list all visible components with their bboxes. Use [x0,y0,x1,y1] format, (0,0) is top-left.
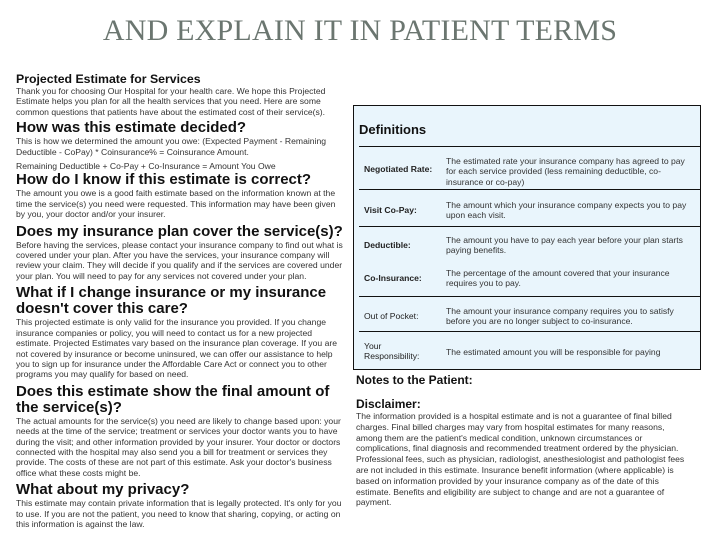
disclaimer-heading: Disclaimer: [356,397,421,411]
definition-row [359,260,700,297]
section-heading: Does this estimate show the final amount of the service(s)? [16,382,330,416]
definitions-title: Definitions [359,122,427,137]
faq-column [16,73,344,529]
definition-term: Out of Pocket: [364,311,419,321]
definitions-box [353,105,701,370]
definition-row [359,227,700,260]
definition-text: The estimated amount you will be responsible for paying [446,347,661,357]
slide-title: AND EXPLAIN IT IN PATIENT TERMS [102,14,618,47]
section-heading: What about my privacy? [16,481,190,499]
definition-row [359,332,700,369]
section-body: The amount you owe is a good faith estimate based on the information known at the time the service(s) you need were requested. This information may have been given by you, your doctor and/or your insurer. [16,188,336,220]
section-heading: Does my insurance plan cover the service(s)? [16,222,343,240]
definition-term: Negotiated Rate: [364,164,433,174]
section-body: Thank you for choosing Our Hospital for your health care. We hope this Projected Estimate helps you plan for all the health services that you need. Here are some common questions that patients have about the estimated cost of their service(s). [16,86,326,117]
definition-row [359,297,700,332]
section-body: This is how we determined the amount you owe: (Expected Payment - Remaining Deductible - CoPay) * Coinsurance% = Coinsurance Amount. [16,136,327,157]
section-heading: Projected Estimate for Services [16,72,201,86]
notes-heading: Notes to the Patient: [356,373,473,387]
definition-text: The amount which your insurance company expects you to pay upon each visit. [446,200,687,221]
definition-term: Visit Co-Pay: [364,205,417,215]
definition-text: The amount your insurance company requires you to satisfy before you are no longer subject to co-insurance. [446,306,674,327]
definition-term: Deductible: [364,240,411,250]
section-heading: How do I know if this estimate is correct? [16,171,312,189]
section-body: The actual amounts for the service(s) you need are likely to change based upon: your needs at the time of the service; treatment or services your doctor wants you to have during the visit; and other information provided by your insurer. Your doctor or doctors connected with the hospital may also send you a bill for treatment or services they provide. The costs of these are not part of this estimate. Ask your doctor's business office what these costs might be. [16,415,341,478]
section-body: This estimate may contain private information that is legally protected. It's only for you to use. If you are not the patient, you need to know that sharing, copying, or acting on this information is against the law. [16,498,342,529]
definition-row [359,147,700,190]
section-formula: Remaining Deductible + Co-Pay + Co-Insurance = Amount You Owe [16,161,276,172]
section-body: Before having the services, please contact your insurance company to find out what is covered under your plan. After you have the services, your insurance company will review your claim. They will decide if you qualify and if the services are covered under your plan. You will need to pay for any services not covered under your plan. [16,239,343,281]
disclaimer-body: The information provided is a hospital estimate and is not a guarantee of final billed charges. Final billed charges may vary from hospital estimates for many reasons, among them are the patient's medical condition, unknown circumstances or complications, final diagnosis and recommended treatment ordered by the physician. Professional fees, such as physician, radiologist, anesthesiologist and pathologist fees are not included in this estimate. Insurance benefit information (where applicable) is based on information provided by your insurance company as of the date of this estimate. Benefits and eligibility are subject to change and are not a guarantee of payment. [356,411,685,508]
section-body: This projected estimate is only valid for the insurance you provided. If you change insurance companies or policy, you will need to contact us for a new projected estimate. Projected Estimates vary based on the insurance plan coverage. If you are not covered by insurance or become uninsured, we can offer our assistance to help you to sign up for insurance under the Affordable Care Act or connect you to other programs you may qualify for based on need. [16,317,338,380]
definition-text: The estimated rate your insurance company has agreed to pay for each service provided (less remaining deductible, co-insurance or co-pay) [446,156,685,187]
definition-text: The percentage of the amount covered that your insurance requires you to pay. [446,268,670,289]
definition-term: Your Responsibility: [364,341,420,362]
section-heading: What if I change insurance or my insurance doesn't cover this care? [16,284,327,318]
definition-row [359,190,700,227]
section-heading: How was this estimate decided? [16,119,247,137]
definition-text: The amount you have to pay each year before your plan starts paying benefits. [446,235,683,256]
definition-term: Co-Insurance: [364,273,422,283]
